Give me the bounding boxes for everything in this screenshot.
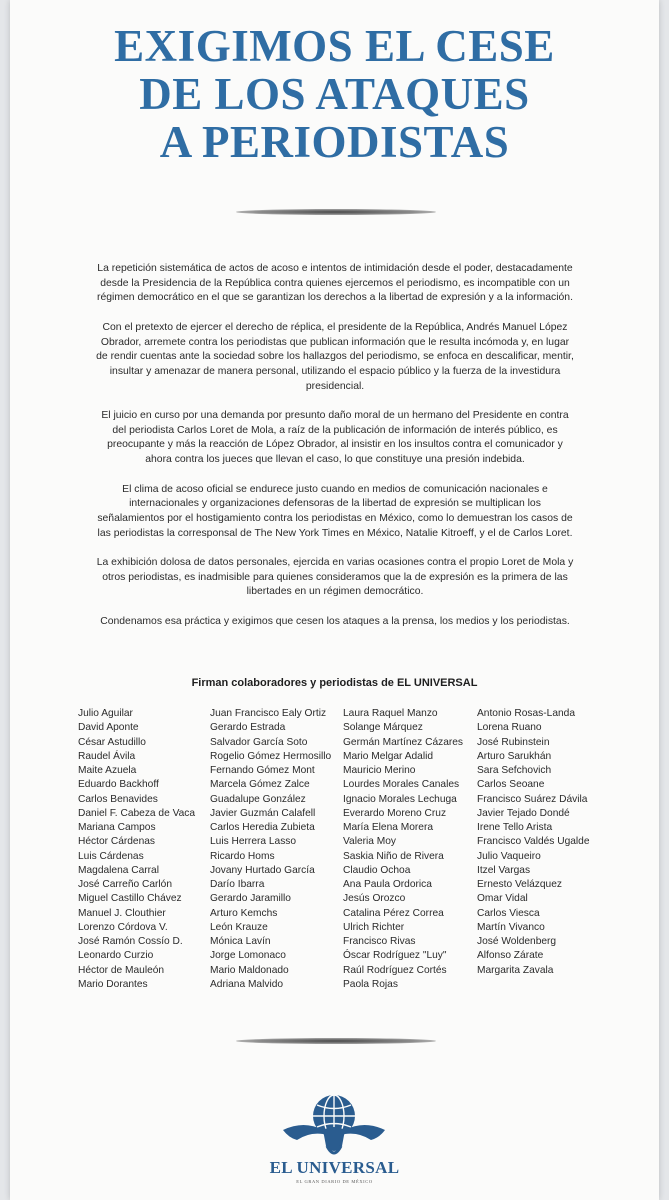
signatory-name: Óscar Rodríguez "Luy" — [343, 950, 447, 962]
signatory-name: Ricardo Homs — [210, 850, 275, 862]
signatory-name: Marcela Gómez Zalce — [210, 779, 310, 791]
signatory-name: Margarita Zavala — [477, 964, 554, 976]
signatory-name: Jesús Orozco — [343, 893, 406, 905]
signatory-name: Martín Vivanco — [477, 921, 545, 933]
signatory-name: Leonardo Curzio — [78, 950, 154, 962]
signatory-name: Eduardo Backhoff — [78, 779, 159, 791]
signatory-name: Antonio Rosas-Landa — [477, 708, 575, 719]
signatory-name: Francisco Valdés Ugalde — [477, 836, 590, 848]
signatory-name: Francisco Suárez Dávila — [477, 793, 588, 805]
signatory-name: Arturo Sarukhán — [477, 750, 552, 762]
signatory-name: Paola Rojas — [343, 978, 398, 990]
signatory-name: Lourdes Morales Canales — [343, 779, 460, 791]
signatory-name: Saskia Niño de Rivera — [343, 850, 444, 862]
signatory-name: José Ramón Cossío D. — [78, 936, 183, 947]
signatory-name: Javier Tejado Dondé — [477, 807, 570, 819]
signatory-name: Rogelio Gómez Hermosillo — [210, 750, 332, 762]
brand-tagline: EL GRAN DIARIO DE MÉXICO — [296, 1179, 373, 1184]
signatory-name: Javier Guzmán Calafell — [210, 807, 316, 819]
signature-column-4 — [477, 707, 590, 978]
signatory-name: Fernando Gómez Mont — [210, 765, 315, 776]
eagle-globe-icon — [279, 1090, 389, 1160]
paragraph-5: La exhibición dolosa de datos personales, ejercida en varias ocasiones contra el propio Loret de Mola y otros periodistas, es inadmisible para quienes consideramos que la de expresión es la primera de las libertades en un régimen democrático. — [96, 557, 574, 598]
signatory-name: Jorge Lomonaco — [210, 950, 286, 962]
signatory-name: Carlos Benavides — [78, 793, 158, 805]
signatory-name: David Aponte — [78, 722, 139, 734]
signatory-name: María Elena Morera — [343, 822, 434, 833]
brand-name: EL UNIVERSAL — [269, 1158, 400, 1177]
signatory-name: Guadalupe González — [210, 793, 306, 805]
signatory-name: Adriana Malvido — [210, 978, 284, 990]
title-line-1: EXIGIMOS EL CESE — [114, 21, 555, 71]
signatory-name: Mauricio Merino — [343, 765, 416, 776]
top-divider — [236, 209, 436, 215]
signatory-name: León Krauze — [210, 921, 268, 933]
signatory-name: Héctor de Mauleón — [78, 964, 165, 976]
signatory-name: Carlos Seoane — [477, 779, 545, 791]
signatory-name: Juan Francisco Ealy Ortiz — [210, 708, 327, 719]
signatory-name: Ernesto Velázquez — [477, 879, 562, 890]
signatory-name: Lorenzo Córdova V. — [78, 921, 168, 933]
signatory-name: Manuel J. Clouthier — [78, 907, 166, 919]
signature-column-1 — [78, 707, 195, 992]
signatory-name: Raudel Ávila — [78, 750, 136, 762]
signatory-name: Julio Aguilar — [78, 708, 133, 719]
signatory-name: Mariana Campos — [78, 822, 156, 833]
signatory-name: Itzel Vargas — [477, 864, 531, 876]
signatory-name: Salvador García Soto — [210, 736, 308, 748]
page-title — [0, 22, 669, 166]
signatory-name: Carlos Heredia Zubieta — [210, 822, 315, 833]
signatory-name: Claudio Ochoa — [343, 864, 411, 876]
signatories-heading: Firman colaboradores y periodistas de EL UNIVERSAL — [191, 677, 478, 689]
signatory-name: Héctor Cárdenas — [78, 836, 156, 848]
signatory-name: Gerardo Estrada — [210, 722, 286, 734]
paragraph-1: La repetición sistemática de actos de acoso e intentos de intimidación desde el poder, destacadamente desde la Presidencia de la República contra quienes ejercemos el periodismo, es incompatible con un régimen democrático en el que se garantizan los derechos a la libertad de expresión y a la información. — [97, 263, 573, 304]
paragraph-3: El juicio en curso por una demanda por presunto daño moral de un hermano del Presidente en contra del periodista Carlos Loret de Mola, a raíz de la publicación de información de interés público, es preocupante y más la reacción de López Obrador, al insistir en los insultos contra el comunicador y ahora contra los jueces que llevan el caso, lo que constituye una presión indebida. — [101, 410, 569, 466]
signatory-name: José Woldenberg — [477, 936, 557, 947]
signatory-name: Mónica Lavín — [210, 936, 271, 947]
signatory-name: Darío Ibarra — [210, 879, 265, 890]
signatory-name: Miguel Castillo Chávez — [78, 893, 182, 905]
signatory-name: Mario Dorantes — [78, 978, 148, 990]
signatory-name: Luis Herrera Lasso — [210, 836, 297, 848]
signatory-name: Omar Vidal — [477, 893, 528, 905]
signatory-name: Daniel F. Cabeza de Vaca — [78, 807, 196, 819]
signatory-name: José Rubinstein — [477, 736, 550, 748]
signatory-name: Laura Raquel Manzo — [343, 708, 438, 719]
signatory-name: Germán Martínez Cázares — [343, 736, 464, 748]
signatory-name: Jovany Hurtado García — [210, 864, 315, 876]
signatory-name: Valeria Moy — [343, 836, 397, 848]
title-line-2: DE LOS ATAQUES — [139, 69, 530, 119]
signatory-name: Magdalena Carral — [78, 864, 159, 876]
signatory-name: Mario Maldonado — [210, 964, 289, 976]
title-line-3: A PERIODISTAS — [159, 117, 510, 167]
signatory-name: Solange Márquez — [343, 722, 423, 734]
signatory-name: Gerardo Jaramillo — [210, 893, 291, 905]
signatory-name: José Carreño Carlón — [78, 879, 172, 890]
signatory-name: Mario Melgar Adalid — [343, 750, 434, 762]
signatory-name: Ulrich Richter — [343, 921, 405, 933]
paragraph-4: El clima de acoso oficial se endurece justo cuando en medios de comunicación nacionales e internacionales y organizaciones defensoras de la libertad de expresión se multiplican los señalamientos por el hostigamiento contra los periodistas en México, como lo demuestran los casos de las periodistas la corresponsal de The New York Times en México, Natalie Kitroeff, y el de Carlos Loret. — [97, 483, 573, 539]
signatory-name: Alfonso Zárate — [477, 950, 544, 962]
signatory-name: Julio Vaqueiro — [477, 850, 541, 862]
bottom-divider — [236, 1038, 436, 1044]
signatory-name: Catalina Pérez Correa — [343, 907, 444, 919]
signatory-name: Lorena Ruano — [477, 722, 542, 734]
signatory-name: Ana Paula Ordorica — [343, 879, 432, 890]
signatory-name: Luis Cárdenas — [78, 850, 144, 862]
signatory-name: Carlos Viesca — [477, 907, 540, 919]
statement-body — [95, 262, 575, 644]
signatory-name: Everardo Moreno Cruz — [343, 807, 447, 819]
signatory-name: Irene Tello Arista — [477, 822, 553, 833]
signatory-name: Ignacio Morales Lechuga — [343, 793, 457, 805]
paragraph-6: Condenamos esa práctica y exigimos que cesen los ataques a la prensa, los medios y los periodistas. — [100, 615, 570, 627]
signatory-name: Sara Sefchovich — [477, 765, 552, 776]
signatory-name: César Astudillo — [78, 736, 146, 748]
signatory-name: Maite Azuela — [78, 765, 137, 776]
signatory-name: Francisco Rivas — [343, 936, 416, 947]
signatory-name: Raúl Rodríguez Cortés — [343, 964, 447, 976]
signature-column-2 — [210, 707, 331, 992]
paragraph-2: Con el pretexto de ejercer el derecho de réplica, el presidente de la República, Andrés Manuel López Obrador, arremete contra los periodistas que publican información que le resulta incómoda y, en lugar de rendir cuentas ante la sociedad sobre los hallazgos del periodismo, se enfoca en descalificar, mentir, insultar y amenazar de manera personal, utilizando el espacio público y la fuerza de la investidura presidencial. — [96, 321, 574, 392]
signatory-name: Arturo Kemchs — [210, 907, 278, 919]
signature-column-3 — [343, 707, 463, 992]
